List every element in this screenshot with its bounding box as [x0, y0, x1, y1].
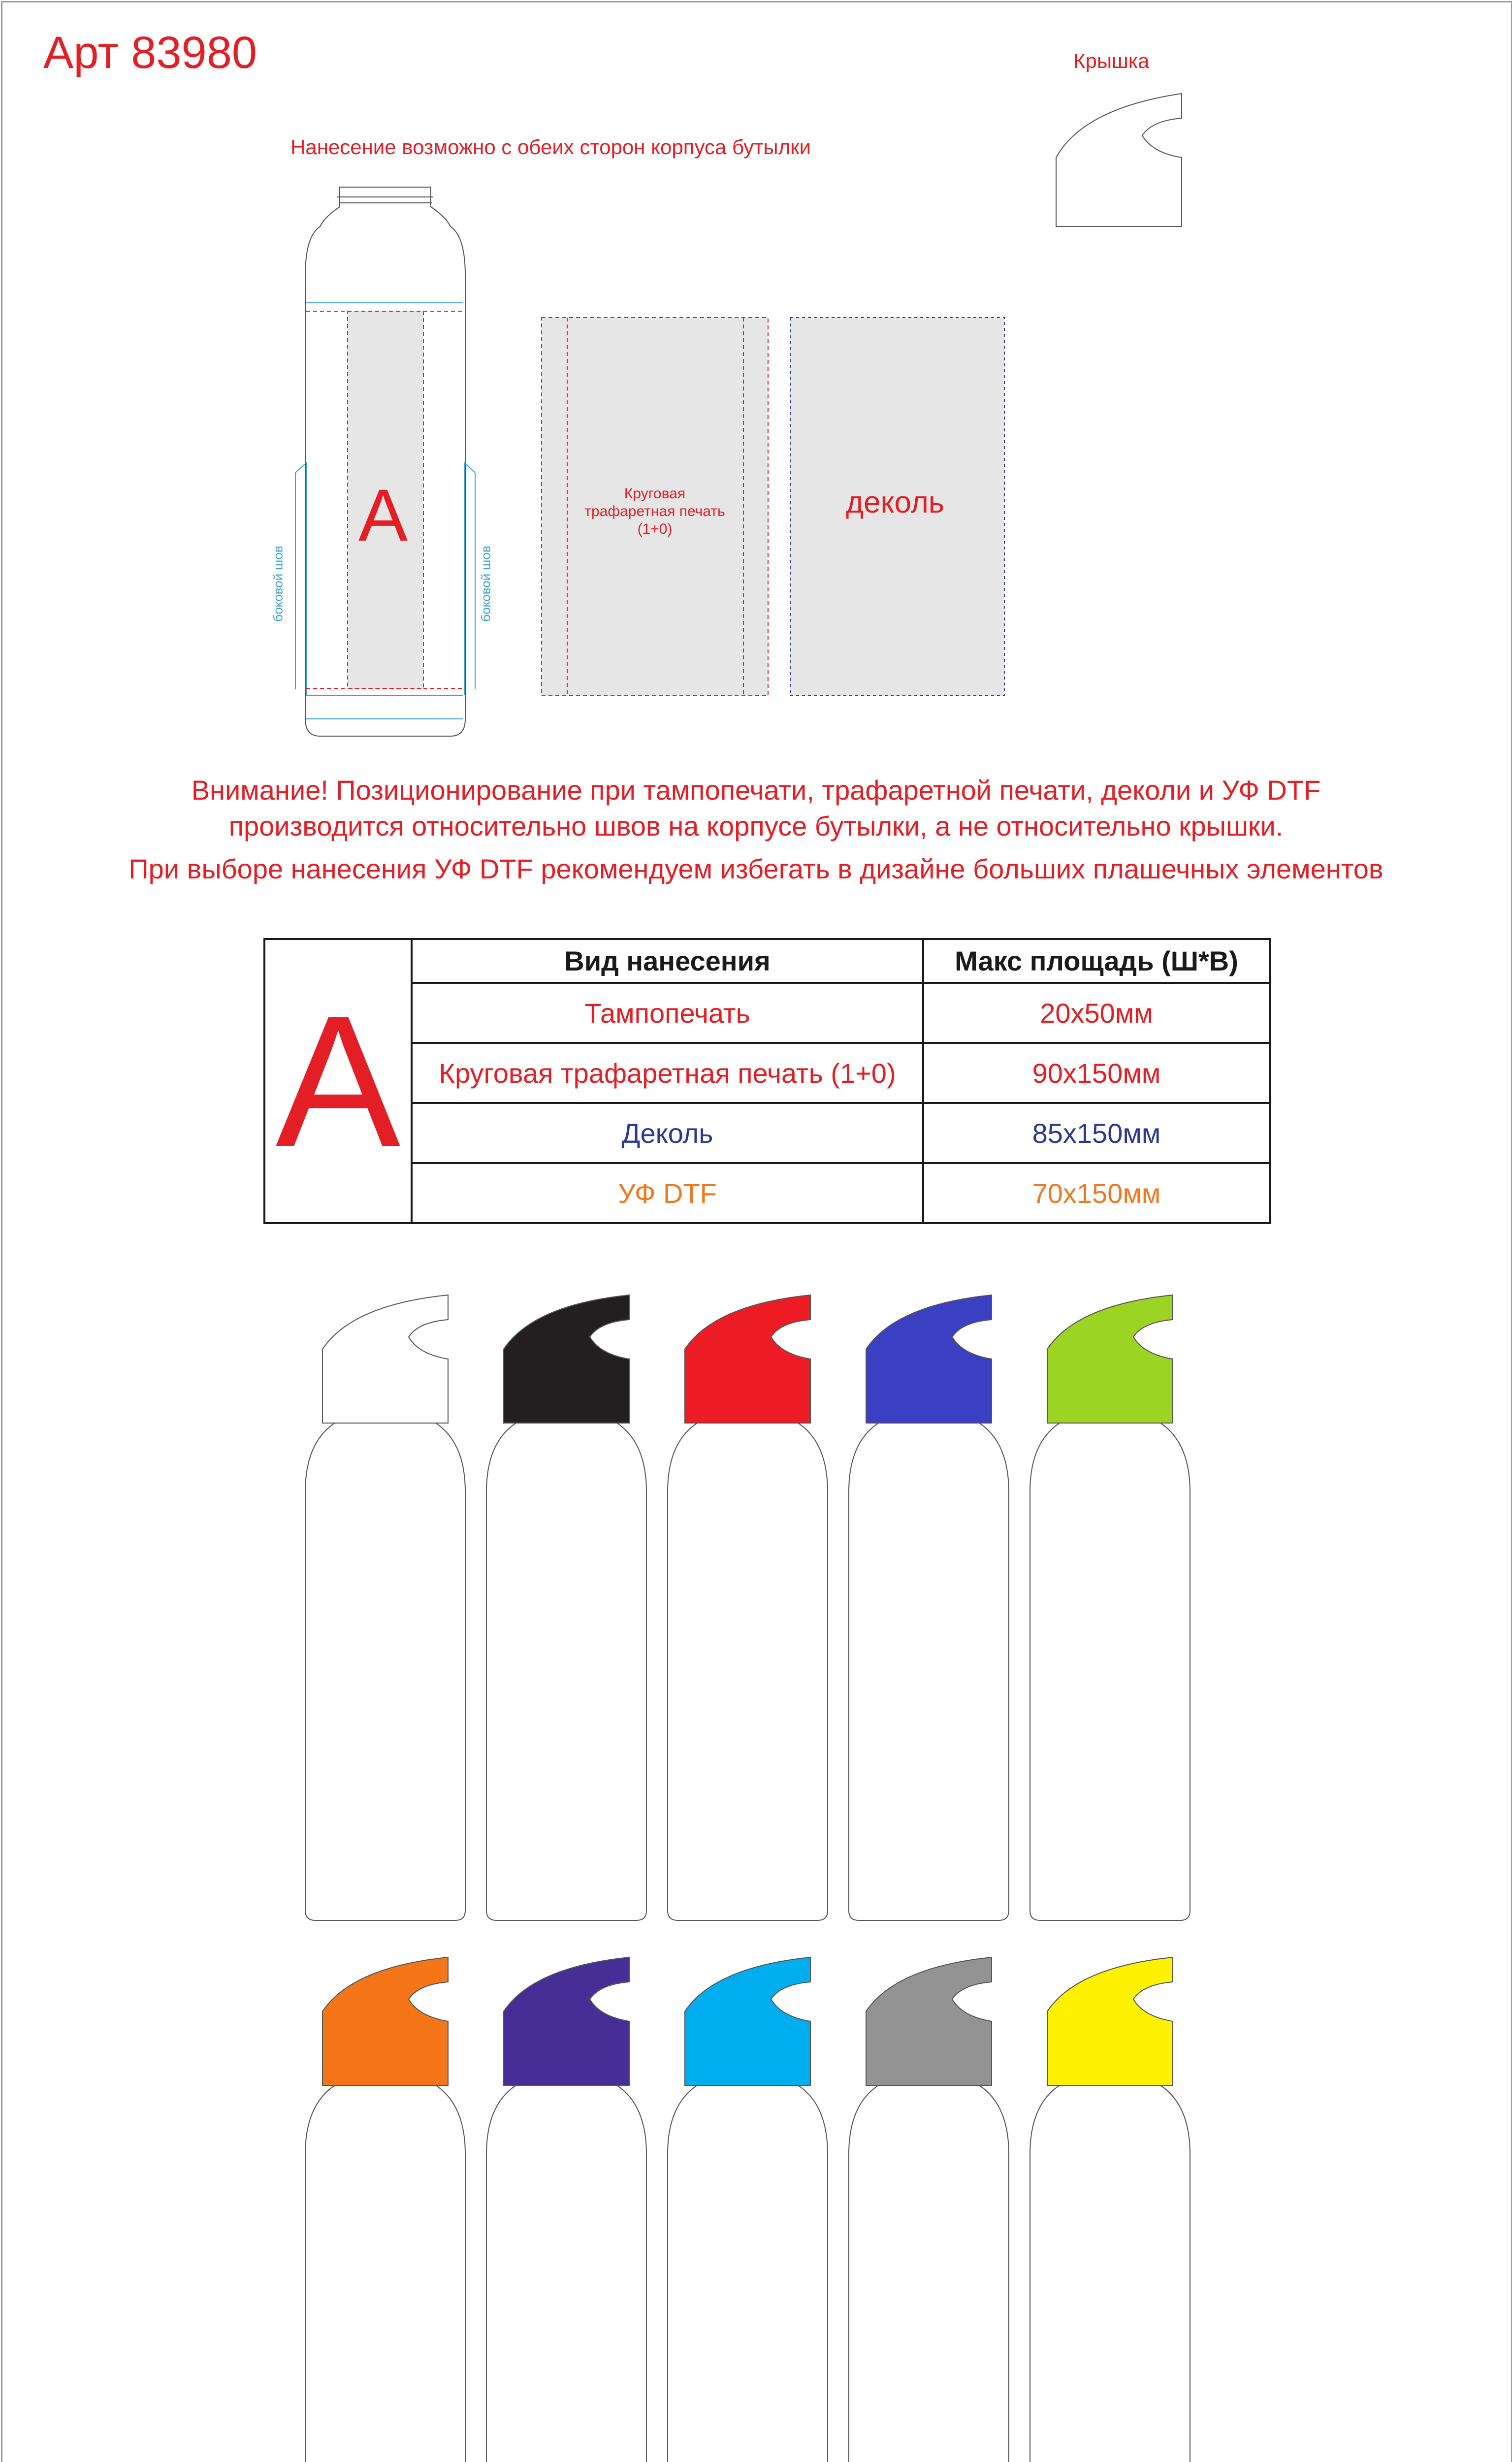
bottle-body	[486, 1423, 646, 1920]
bottle-variant	[1030, 1295, 1190, 1920]
seam-label-right: боковой шов	[478, 546, 493, 622]
cap-shape	[322, 1957, 448, 2085]
table-row	[264, 1103, 1270, 1163]
cap-shape	[866, 1957, 992, 2085]
seam-label-left: боковой шов	[270, 546, 286, 622]
warning-line-1: Внимание! Позиционирование при тампопечати, трафаретной печати, деколи и УФ DTF	[191, 775, 1321, 806]
header-method: Вид нанесения	[412, 939, 923, 983]
bottle-variant	[486, 1295, 646, 1920]
lid-outline	[1056, 94, 1182, 227]
bottle-body	[668, 2085, 828, 2462]
application-note: Нанесение возможно с обеих сторон корпуса бутылки	[290, 135, 811, 159]
cap-shape	[1047, 1957, 1173, 2085]
zone-a-letter: A	[358, 474, 408, 556]
method-cell: УФ DTF	[412, 1163, 923, 1223]
cap-shape	[504, 1295, 629, 1423]
circular-print-label: Круговая трафаретная печать (1+0)	[584, 486, 725, 537]
bottle-variant	[305, 1957, 465, 2462]
lid-label: Крышка	[1073, 49, 1150, 72]
bottle-body	[486, 2085, 646, 2462]
method-cell: Тампопечать	[412, 983, 923, 1043]
article-title: Арт 83980	[43, 28, 257, 78]
bottle-variant	[668, 1957, 828, 2462]
area-cell: 20x50мм	[923, 983, 1270, 1043]
bottle-body	[1030, 1423, 1190, 1920]
bottle-body	[849, 1423, 1009, 1920]
cap-shape	[685, 1957, 810, 2085]
cap-shape	[504, 1957, 629, 2085]
table-row	[264, 1163, 1270, 1223]
bottle-variants	[305, 1295, 1190, 2462]
bottle-body	[1030, 2085, 1190, 2462]
cap-shape	[1047, 1295, 1173, 1423]
table-row	[264, 983, 1270, 1043]
bottle-variant	[486, 1957, 646, 2462]
warning-line-3: При выборе нанесения УФ DTF рекомендуем избегать в дизайне больших плашечных элементов	[129, 853, 1383, 884]
header-area: Макс площадь (Ш*В)	[923, 939, 1270, 983]
method-cell: Круговая трафаретная печать (1+0)	[412, 1043, 923, 1103]
area-cell: 90x150мм	[923, 1043, 1270, 1103]
area-cell: 85x150мм	[923, 1103, 1270, 1163]
bottle-variant	[1030, 1957, 1190, 2462]
method-cell: Деколь	[412, 1103, 923, 1163]
bottle-variant	[849, 1957, 1009, 2462]
bottle-body	[668, 1423, 828, 1920]
bottle-body	[305, 1423, 465, 1920]
print-spec-table	[263, 938, 1271, 1224]
warning-line-2: производится относительно швов на корпусе бутылки, а не относительно крышки.	[228, 810, 1284, 842]
bottle-body	[849, 2085, 1009, 2462]
bottle-body	[305, 2085, 465, 2462]
area-cell: 70x150мм	[923, 1163, 1270, 1223]
cap-shape	[866, 1295, 992, 1423]
bottle-variant	[668, 1295, 828, 1920]
table-zone-letter: A	[264, 939, 412, 1223]
decal-label: деколь	[846, 486, 945, 519]
bottle-variant	[849, 1295, 1009, 1920]
cap-shape	[685, 1295, 810, 1423]
bottle-variant	[305, 1295, 465, 1920]
table-row	[264, 1043, 1270, 1103]
cap-shape	[322, 1295, 448, 1423]
